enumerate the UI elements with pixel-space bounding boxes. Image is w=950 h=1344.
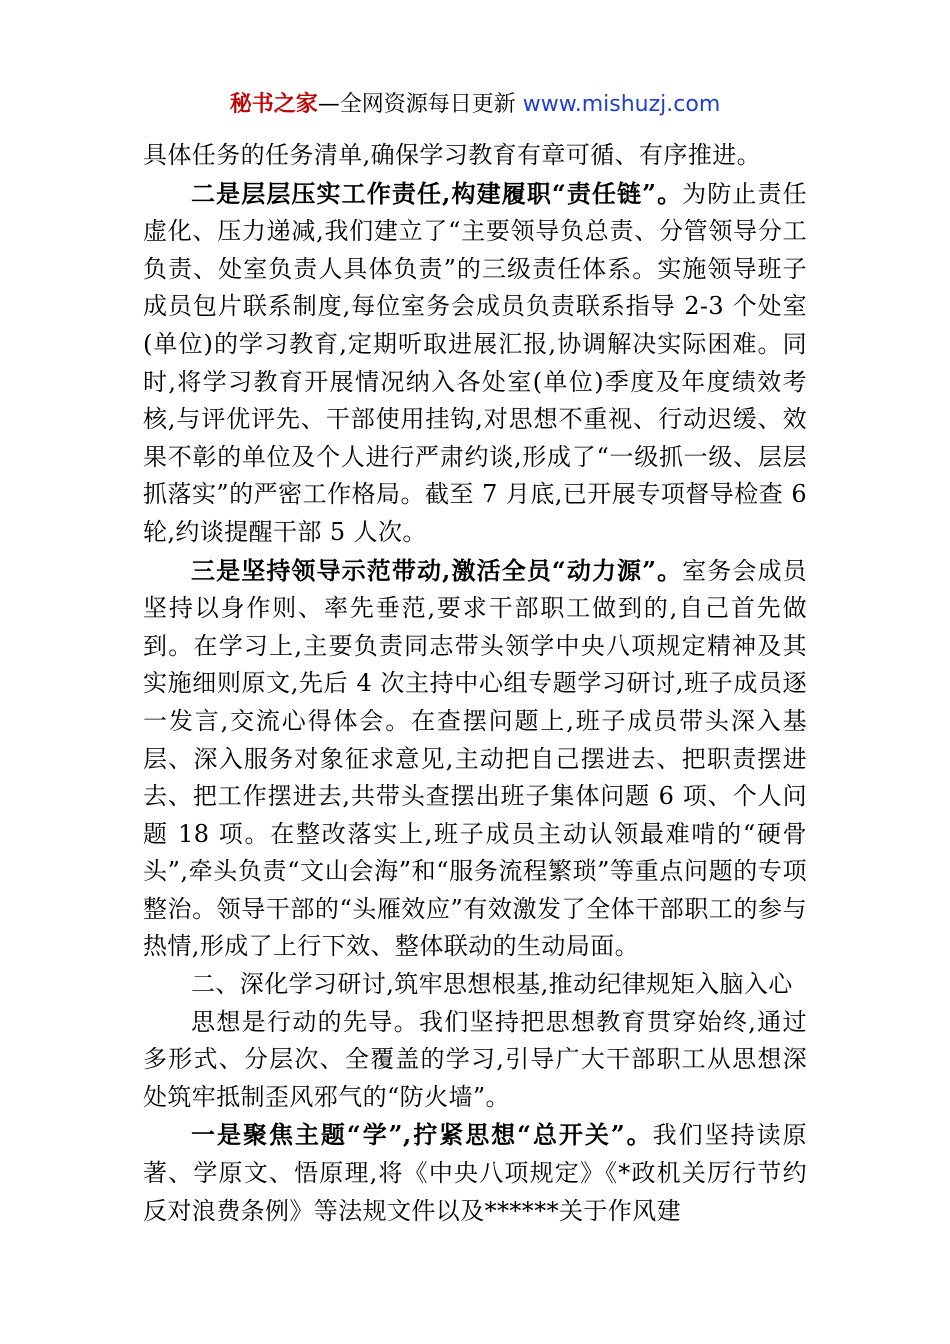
paragraph-lead-heading: 三是坚持领导示范带动,激活全员“动力源”。	[191, 555, 683, 585]
paragraph-continuation	[143, 137, 807, 175]
paragraph-thought-guidance	[143, 1004, 807, 1117]
site-tagline: —全网资源每日更新	[317, 92, 523, 117]
document-body	[143, 137, 807, 1230]
site-url-link[interactable]: www.mishuzj.com	[522, 92, 721, 117]
paragraph-responsibility-chain	[143, 175, 807, 552]
paragraph-lead-heading: 一是聚焦主题“学”,拧紧思想“总开关”。	[191, 1120, 653, 1150]
paragraph-text: 室务会成员坚持以身作则、率先垂范,要求干部职工做到的,自己首先做到。在学习上,主要负责同志带头领学中央八项规定精神及其实施细则原文,先后 4 次主持中心组专题学习研讨,班子成员逐一发言,交流心得体会。在查摆问题上,班子成员带头深入基层、深入服务对象征求意见,主动把自己摆进去、把职责摆进去、把工作摆进去,共带头查摆出班子集体问题 6 项、个人问题 18 项。在整改落实上,班子成员主动认领最难啃的“硬骨头”,牵头负责“文山会海”和“服务流程繁琐”等重点问题的专项整治。领导干部的“头雁效应”有效激发了全体干部职工的参与热情,形成了上行下效、整体联动的生动局面。	[143, 556, 807, 961]
paragraph-text: 我们坚持读原著、学原文、悟原理,将《中央八项规定》《*政机关厉行节约反对浪费条例》等法规文件以及******关于作风建	[143, 1121, 807, 1225]
paragraph-focus-study	[143, 1116, 807, 1230]
paragraph-leadership-example	[143, 552, 807, 967]
site-header	[0, 88, 950, 122]
paragraph-text: 具体任务的任务清单,确保学习教育有章可循、有序推进。	[143, 141, 762, 169]
section-heading	[143, 966, 807, 1004]
section-heading-text: 二、深化学习研讨,筑牢思想根基,推动纪律规矩入脑入心	[191, 970, 793, 999]
paragraph-lead-heading: 二是层层压实工作责任,构建履职“责任链”。	[191, 178, 683, 208]
paragraph-text: 思想是行动的先导。我们坚持把思想教育贯穿始终,通过多形式、分层次、全覆盖的学习,引导广大干部职工从思想深处筑牢抵制歪风邪气的“防火墙”。	[143, 1007, 807, 1111]
site-brand: 秘书之家	[229, 92, 318, 117]
paragraph-text: 为防止责任虚化、压力递减,我们建立了“主要领导负总责、分管领导分工负责、处室负责人具体负责”的三级责任体系。实施领导班子成员包片联系制度,每位室务会成员负责联系指导 2-3 个处室(单位)的学习教育,定期听取进展汇报,协调解决实际困难。同时,将学习教育开展情况纳入各处室(单位)季度及年度绩效考核,与评优评先、干部使用挂钩,对思想不重视、行动迟缓、效果不彰的单位及个人进行严肃约谈,形成了“一级抓一级、层层抓落实”的严密工作格局。截至 7 月底,已开展专项督导检查 6 轮,约谈提醒干部 5 人次。	[143, 179, 807, 546]
